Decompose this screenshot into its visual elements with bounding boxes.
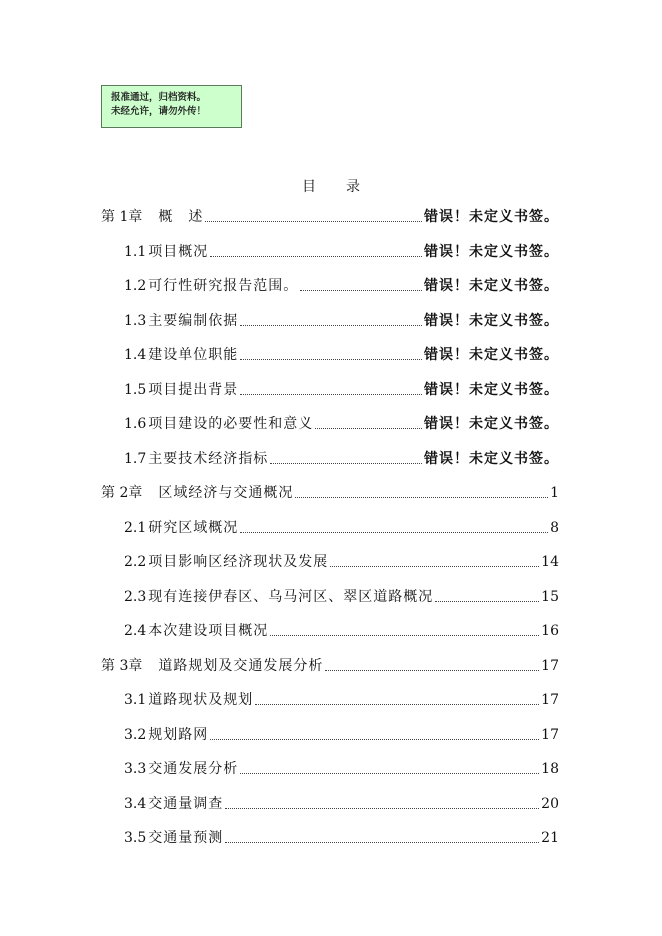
toc-section-entry[interactable] (124, 620, 559, 640)
toc-leader-dots (210, 738, 539, 740)
toc-page-number: 14 (541, 554, 559, 570)
toc-entry-label: 道路现状及规划 (148, 692, 254, 708)
toc-leader-dots (300, 289, 422, 291)
toc-section-entry[interactable] (124, 275, 559, 295)
toc-entry-label: 区域经济与交通概况 (158, 485, 294, 501)
toc-page-number: 17 (541, 726, 559, 743)
toc-entry-number: 2.2 (124, 554, 147, 570)
toc-entry-number: 2.4 (124, 623, 147, 639)
toc-page-number: 15 (541, 588, 559, 605)
notice-stamp (101, 85, 242, 128)
toc-page-number: 17 (541, 657, 559, 674)
toc-entry-label: 项目提出背景 (148, 381, 239, 398)
toc-entry-number: 第 3章 (101, 657, 143, 674)
toc-leader-dots (240, 772, 539, 774)
toc-page-number: 16 (541, 623, 559, 639)
toc-entry-number: 2.1 (124, 519, 147, 536)
toc-title: 目录 (302, 179, 390, 195)
toc-entry-label: 项目建设的必要性和意义 (148, 416, 314, 432)
toc-entry-number: 1.2 (124, 278, 147, 294)
toc-leader-dots (325, 669, 539, 671)
toc-entry-label: 项目概况 (148, 243, 209, 260)
toc-leader-dots (210, 255, 422, 257)
toc-entry-label: 规划路网 (148, 726, 209, 743)
toc-leader-dots (315, 427, 422, 429)
toc-entry-label: 交通量预测 (148, 830, 224, 846)
toc-entry-number: 1.1 (124, 243, 147, 260)
toc-page-number: 错误！未定义书签。 (424, 209, 559, 225)
toc-entry-label: 研究区域概况 (148, 519, 239, 536)
toc-section-entry[interactable] (124, 413, 559, 433)
toc-entry-number: 3.4 (124, 795, 147, 812)
toc-page-number: 8 (550, 519, 559, 536)
notice-line-1: 报准通过，归档资料。 (111, 92, 207, 103)
toc-section-entry[interactable] (124, 586, 559, 606)
toc-entry-number: 2.3 (124, 588, 147, 605)
toc-leader-dots (225, 807, 539, 809)
toc-section-entry[interactable] (124, 724, 559, 744)
toc-entry-label: 道路规划及交通发展分析 (158, 657, 324, 674)
toc-section-entry[interactable] (124, 827, 559, 847)
toc-section-entry[interactable] (124, 793, 559, 813)
toc-entry-label: 可行性研究报告范围。 (148, 278, 299, 294)
toc-leader-dots (205, 220, 422, 222)
toc-page-number: 错误！未定义书签。 (424, 381, 559, 398)
toc-entry-number: 1.4 (124, 347, 147, 363)
toc-leader-dots (270, 634, 539, 636)
toc-page-number: 错误！未定义书签。 (424, 450, 559, 467)
toc-section-entry[interactable] (124, 758, 559, 778)
toc-page-number: 错误！未定义书签。 (424, 243, 559, 260)
toc-chapter-entry[interactable] (101, 655, 559, 675)
toc-leader-dots (240, 393, 422, 395)
toc-entry-number: 3.5 (124, 830, 147, 846)
toc-section-entry[interactable] (124, 517, 559, 537)
toc-entry-number: 3.3 (124, 761, 147, 777)
toc-page-number: 21 (541, 830, 559, 846)
toc-section-entry[interactable] (124, 310, 559, 330)
toc-page-number: 错误！未定义书签。 (424, 416, 559, 432)
toc-leader-dots (240, 324, 422, 326)
toc-entry-number: 1.5 (124, 381, 147, 398)
toc-entry-number: 第 1章 (101, 209, 143, 225)
toc-page-number: 错误！未定义书签。 (424, 347, 559, 363)
toc-leader-dots (435, 600, 539, 602)
toc-entry-label: 交通发展分析 (148, 761, 239, 777)
toc-leader-dots (270, 462, 422, 464)
toc-page-number: 18 (541, 761, 559, 777)
toc-entry-label: 现有连接伊春区、乌马河区、翠区道路概况 (148, 588, 434, 605)
toc-section-entry[interactable] (124, 689, 559, 709)
toc-entry-number: 3.1 (124, 692, 147, 708)
toc-page-number: 1 (550, 485, 559, 501)
toc-entry-label: 主要编制依据 (148, 312, 239, 329)
toc-page-number: 错误！未定义书签。 (424, 278, 559, 294)
toc-chapter-entry[interactable] (101, 206, 559, 226)
toc-leader-dots (240, 531, 548, 533)
toc-page-number: 错误！未定义书签。 (424, 312, 559, 329)
toc-entry-number: 3.2 (124, 726, 147, 743)
toc-entry-label: 概 述 (158, 209, 204, 225)
toc-section-entry[interactable] (124, 551, 559, 571)
toc-entry-label: 主要技术经济指标 (148, 450, 269, 467)
toc-leader-dots (225, 841, 539, 843)
toc-leader-dots (255, 703, 539, 705)
toc-section-entry[interactable] (124, 344, 559, 364)
toc-chapter-entry[interactable] (101, 482, 559, 502)
toc-section-entry[interactable] (124, 241, 559, 261)
toc-page-number: 20 (541, 795, 559, 812)
toc-entry-label: 建设单位职能 (148, 347, 239, 363)
toc-leader-dots (240, 358, 422, 360)
toc-section-entry[interactable] (124, 448, 559, 468)
toc-entry-number: 1.7 (124, 450, 147, 467)
toc-leader-dots (330, 565, 539, 567)
toc-entry-number: 第 2章 (101, 485, 143, 501)
toc-entry-label: 交通量调查 (148, 795, 224, 812)
toc-entry-label: 项目影响区经济现状及发展 (148, 554, 329, 570)
toc-entry-number: 1.3 (124, 312, 147, 329)
toc-entry-number: 1.6 (124, 416, 147, 432)
toc-page-number: 17 (541, 692, 559, 708)
toc-leader-dots (295, 496, 548, 498)
toc-entry-label: 本次建设项目概况 (148, 623, 269, 639)
notice-line-2: 未经允许，请勿外传！ (111, 106, 207, 117)
toc-section-entry[interactable] (124, 379, 559, 399)
